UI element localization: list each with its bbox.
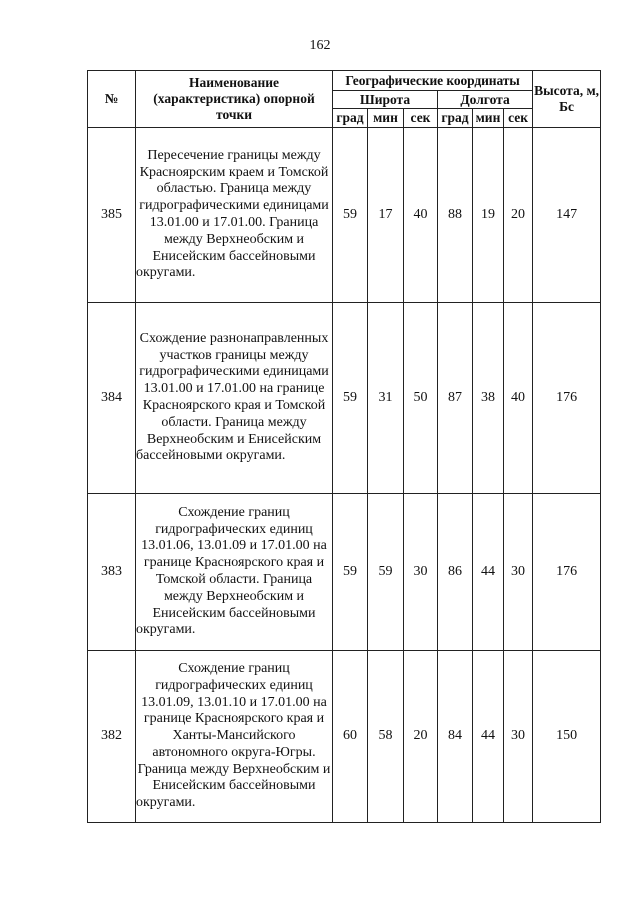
lat-deg-cell: 59 <box>333 494 368 651</box>
page-number: 162 <box>309 38 331 53</box>
lon-min-cell: 44 <box>473 494 504 651</box>
lat-sec-cell: 40 <box>404 128 438 303</box>
header-lon-min: мин <box>473 109 504 128</box>
lon-sec-cell: 30 <box>504 651 533 823</box>
lon-min-cell: 38 <box>473 303 504 494</box>
lon-sec-cell: 40 <box>504 303 533 494</box>
header-latitude: Широта <box>333 91 438 109</box>
point-description: Схождение границ гидрографических единиц 13.01.09, 13.01.10 и 17.01.00 на границе Красноярского края и Ханты-Мансийского автономного округа-Югры. Граница между Верхнеобским и Енисейским бассейновыми округами. <box>136 651 333 823</box>
header-longitude: Долгота <box>438 91 533 109</box>
lat-min-cell: 31 <box>368 303 404 494</box>
header-coordinates: Географические координаты <box>333 71 533 91</box>
lon-sec-cell: 20 <box>504 128 533 303</box>
point-number: 382 <box>88 651 136 823</box>
lon-sec-cell: 30 <box>504 494 533 651</box>
lat-sec-cell: 20 <box>404 651 438 823</box>
header-lon-deg: град <box>438 109 473 128</box>
lat-sec-cell: 30 <box>404 494 438 651</box>
lon-deg-cell: 87 <box>438 303 473 494</box>
height-cell: 150 <box>533 651 601 823</box>
table-row <box>88 303 601 494</box>
header-lat-min: мин <box>368 109 404 128</box>
point-description: Схождение границ гидрографических единиц 13.01.06, 13.01.09 и 17.01.00 на границе Красноярского края и Томской области. Граница между Верхнеобским и Енисейским бассейновыми округами. <box>136 494 333 651</box>
point-number: 383 <box>88 494 136 651</box>
height-cell: 147 <box>533 128 601 303</box>
table-row <box>88 494 601 651</box>
header-name: Наименование (характеристика) опорной точки <box>136 71 333 128</box>
reference-points-table <box>87 70 601 823</box>
header-lat-sec: сек <box>404 109 438 128</box>
lat-deg-cell: 59 <box>333 303 368 494</box>
lon-deg-cell: 84 <box>438 651 473 823</box>
point-number: 385 <box>88 128 136 303</box>
table-row <box>88 128 601 303</box>
lat-min-cell: 58 <box>368 651 404 823</box>
lon-deg-cell: 86 <box>438 494 473 651</box>
point-description: Пересечение границы между Красноярским краем и Томской областью. Граница между гидрографическими единицами 13.01.00 и 17.01.00. Граница между Верхнеобским и Енисейским бассейновыми округами. <box>136 128 333 303</box>
lon-min-cell: 19 <box>473 128 504 303</box>
header-height: Высота, м, Бс <box>533 71 601 128</box>
point-number: 384 <box>88 303 136 494</box>
lat-min-cell: 59 <box>368 494 404 651</box>
table-row <box>88 651 601 823</box>
lat-deg-cell: 60 <box>333 651 368 823</box>
point-description: Схождение разнонаправленных участков границы между гидрографическими единицами 13.01.00 и 17.01.00 на границе Красноярского края и Томской области. Граница между Верхнеобским и Енисейским бассейновыми округами. <box>136 303 333 494</box>
lon-deg-cell: 88 <box>438 128 473 303</box>
lat-min-cell: 17 <box>368 128 404 303</box>
lat-sec-cell: 50 <box>404 303 438 494</box>
header-number: № <box>88 71 136 128</box>
header-lat-deg: град <box>333 109 368 128</box>
height-cell: 176 <box>533 303 601 494</box>
height-cell: 176 <box>533 494 601 651</box>
lon-min-cell: 44 <box>473 651 504 823</box>
header-lon-sec: сек <box>504 109 533 128</box>
lat-deg-cell: 59 <box>333 128 368 303</box>
